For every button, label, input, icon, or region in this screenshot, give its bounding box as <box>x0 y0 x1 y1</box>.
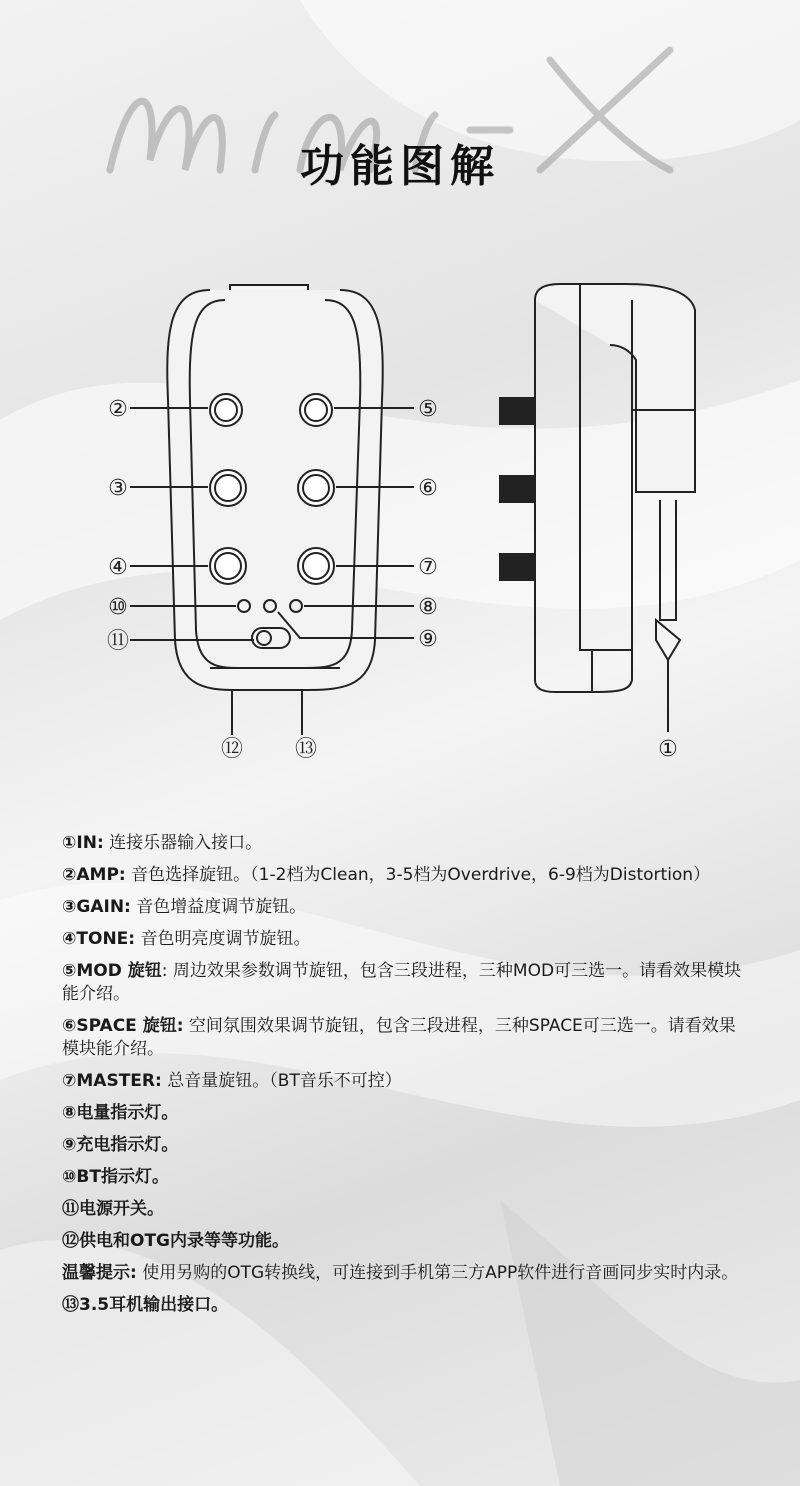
feature-item-gain: ③GAIN: 音色增益度调节旋钮。 <box>62 897 307 917</box>
feature-item-power-switch: ⑪电源开关。 <box>62 1199 164 1219</box>
callout-2: ② <box>108 397 128 422</box>
callout-12: ⑫ <box>220 737 244 762</box>
callout-9: ⑨ <box>418 627 438 652</box>
feature-item-amp: ②AMP: 音色选择旋钮。（1-2档为Clean，3-5档为Overdrive，6-9档为Distortion） <box>62 865 711 885</box>
callout-10: ⑩ <box>108 595 128 620</box>
callout-3: ③ <box>108 476 128 501</box>
feature-item-headphone: ⑬3.5耳机输出接口。 <box>62 1295 229 1315</box>
callout-5: ⑤ <box>418 397 438 422</box>
device-diagram <box>0 270 800 790</box>
callout-4: ④ <box>108 555 128 580</box>
callout-1: ① <box>658 737 678 762</box>
feature-item-battery-led: ⑧电量指示灯。 <box>62 1103 179 1123</box>
page-title: 功能图解 <box>300 141 500 192</box>
feature-item-mod: ⑤MOD 旋钮: 周边效果参数调节旋钮，包含三段进程，三种MOD可三选一。请看效果模块能介绍。 <box>62 961 742 1004</box>
callout-11: ⑪ <box>106 629 130 654</box>
feature-item-tone: ④TONE: 音色明亮度调节旋钮。 <box>62 929 311 949</box>
feature-item-space: ⑥SPACE 旋钮: 空间氛围效果调节旋钮，包含三段进程，三种SPACE可三选一。请看效果模块能介绍。 <box>62 1016 736 1059</box>
callout-8: ⑧ <box>418 595 438 620</box>
feature-item-bt-led: ⑩BT指示灯。 <box>62 1167 169 1187</box>
feature-item-charge-led: ⑨充电指示灯。 <box>62 1135 179 1155</box>
feature-list <box>62 832 752 1326</box>
callout-6: ⑥ <box>418 476 438 501</box>
callout-7: ⑦ <box>418 555 438 580</box>
feature-item-in: ①IN: 连接乐器输入接口。 <box>62 833 263 853</box>
callout-13: ⑬ <box>294 737 318 762</box>
feature-item-tip: 温馨提示: 使用另购的OTG转换线，可连接到手机第三方APP软件进行音画同步实时内录。 <box>62 1263 739 1283</box>
feature-item-otg: ⑫供电和OTG内录等等功能。 <box>62 1231 290 1251</box>
feature-item-master: ⑦MASTER: 总音量旋钮。（BT音乐不可控） <box>62 1071 402 1091</box>
